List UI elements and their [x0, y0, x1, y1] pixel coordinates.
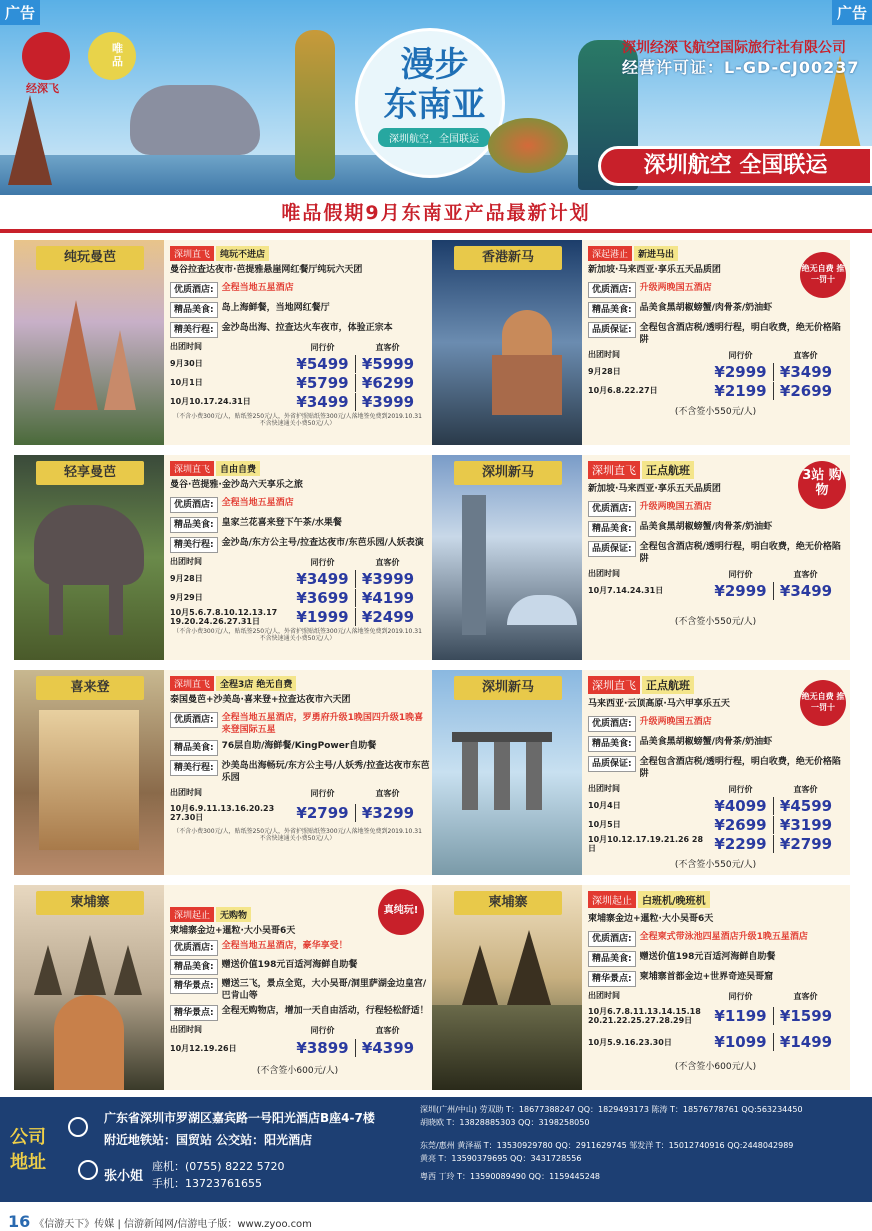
price-note: （不含小费300元/人，贴纸签250元/人，外省护照贴纸签300元/人落地签免费到2019.10.31 不含快速通关小费50元/人） — [173, 828, 422, 842]
directory-line: 东莞/惠州 黄泽福 T：13530929780 QQ：2911629745 邹发洋 T：15012740916 QQ:2448042989 — [420, 1141, 794, 1150]
price-note: (不含签小600元/人) — [256, 1066, 339, 1076]
product-photo-tag: 喜来登 — [36, 676, 144, 700]
jsf-logo — [22, 32, 70, 80]
contact-footer — [0, 1097, 872, 1202]
pure-tour-badge: 真纯玩! — [378, 889, 424, 935]
price-note: (不含签小550元/人) — [674, 860, 757, 870]
product-card-7[interactable]: 柬埔寨 深圳起止 无购物 柬埔寨金边+暹粒·大小吴哥6天 优质酒店: 全程当地五星酒店，豪华享受！ 精品美食: 赠送价值198元百适河海鲜自助餐 精华景点: 赠送三飞，景点全览，大小吴哥/洞里萨湖金边皇宫/巴肯山等 精华景点: 全程无购物店，增加一天自由活动，行程轻松舒适！ 出团时间 同行价 直客价 10月12.19.26日 ¥3899 ¥4399 (不含签小600元/人) 真纯玩! — [14, 885, 432, 1090]
header-subtitle: 深圳航空，全国联运 — [378, 128, 490, 147]
feature-tag: 无购物 — [216, 907, 251, 922]
departure-tag: 深圳直飞 — [170, 246, 214, 261]
product-card-3[interactable]: 轻享曼芭 深圳直飞 自由自费 曼谷·芭提雅·金沙岛六天享乐之旅 优质酒店: 全程当地五星酒店 精品美食: 皇家兰花喜来登下午茶/水果餐 精美行程: 金沙岛/东方公主号/拉查达夜市/东芭乐园/人妖表演 出团时间 同行价 直客价 9月28日 ¥3499 ¥3999 9月29日 ¥3699 ¥4199 10月5.6.7.8.10.12.13.17 19.20.24.26.27.31日 ¥1999 ¥2499 （不含小费300元/人，贴纸签250元/人，外省护照贴纸签300元/人落地签免费到2019.10.31 不含快速通关小费50元/人） — [14, 455, 432, 660]
page-footer — [8, 1212, 312, 1231]
product-title: 马来西亚·云顶高原·马六甲享乐五天 — [588, 699, 730, 709]
company-name: 深圳经深飞航空国际旅行社有限公司 — [622, 40, 846, 56]
price-row: 9月28日 ¥2999 ¥3499 — [588, 362, 843, 381]
price-note: (不含签小550元/人) — [674, 617, 757, 627]
price-row: 10月6.8.22.27日 ¥2199 ¥2699 — [588, 381, 843, 400]
departure-tag: 深圳直飞 — [588, 461, 640, 479]
departure-tag: 深圳起止 — [588, 891, 636, 908]
departure-tag: 深圳直飞 — [170, 676, 214, 691]
departure-tag: 深圳直飞 — [588, 676, 640, 694]
contact-phones — [152, 1158, 285, 1192]
publisher-info: 《信游天下》传媒 | 信游新闻网/信游电子版：www.zyoo.com — [34, 1219, 312, 1230]
feature-tag: 纯玩不进店 — [216, 246, 269, 261]
directory-line: 胡晓欧 T：13828885303 QQ：3198258050 — [420, 1118, 590, 1127]
price-row: 10月10.12.17.19.21.26 28日 ¥2299 ¥2799 — [588, 834, 843, 853]
product-photo — [432, 240, 582, 445]
price-table: 出团时间 同行价 直客价 9月28日 ¥3499 ¥3999 9月29日 ¥3699 ¥4199 10月5.6.7.8.10.12.13.17 19.20.24.26.27.31日 ¥1999 ¥2499 （不含小费300元/人，贴纸签250元/人，外省护照贴纸签300元/人落地签免费到2019.10.31 不含快速通关小费50元/人） — [170, 557, 425, 642]
contact-name: 张小姐 — [104, 1169, 144, 1184]
price-row: 9月28日 ¥3499 ¥3999 — [170, 569, 425, 588]
guarantee-badge: 绝无自费 推一罚十 — [800, 252, 846, 298]
feature-tag: 白班机/晚班机 — [638, 891, 710, 908]
product-title: 新加坡·马来西亚·享乐五天品质团 — [588, 484, 721, 494]
price-note: （不含小费300元/人，贴纸签250元/人，外省护照贴纸签300元/人落地签免费到2019.10.31 不含快速通关小费50元/人） — [173, 413, 422, 427]
person-icon — [78, 1160, 98, 1180]
product-photo — [14, 670, 164, 875]
price-row: 10月4日 ¥4099 ¥4599 — [588, 796, 843, 815]
feature-tag: 全程3店 绝无自费 — [216, 676, 296, 691]
temple-illustration — [8, 95, 52, 185]
product-photo — [14, 455, 164, 660]
price-table: 出团时间 同行价 直客价 9月30日 ¥5499 ¥5999 10月1日 ¥5799 ¥6299 10月10.17.24.31日 ¥3499 ¥3999 （不含小费300元/人，贴纸签250元/人，外省护照贴纸签300元/人落地签免费到2019.10.31 不含快速通关小费50元/人） — [170, 342, 425, 427]
price-row: 10月1日 ¥5799 ¥6299 — [170, 373, 425, 392]
product-card-6[interactable]: 深圳新马 深圳直飞 正点航班 马来西亚·云顶高原·马六甲享乐五天 优质酒店: 升级两晚国五酒店 精品美食: 品美食黑胡椒螃蟹/肉骨茶/奶油虾 品质保证: 全程包含酒店税/透明行程，明白收费，绝无价格陷阱 出团时间 同行价 直客价 10月4日 ¥4099 ¥4599 10月5日 ¥2699 ¥3199 10月10.12.17.19.21.26 28日 ¥2299 ¥2799 (不含签小550元/人) 绝无自费 推一罚十 — [432, 670, 850, 875]
product-title: 曼谷拉查达夜市·芭提雅悬崖网红餐厅纯玩六天团 — [170, 265, 363, 275]
departure-tag: 深圳直飞 — [170, 461, 214, 476]
location-pin-icon — [68, 1117, 88, 1137]
directory-line: 深圳(广州/中山) 劳双助 T：18677388247 QQ：1829493173 陈涛 T：18576778761 QQ:563234450 — [420, 1105, 803, 1114]
price-table: 出团时间 同行价 直客价 10月6.7.8.11.13.14.15.18 20.21.22.25.27.28.29日 ¥1199 ¥1599 10月5.9.16.23.30日 ¥1099 ¥1499 (不含签小600元/人) — [588, 991, 843, 1072]
feature-tag: 新进马出 — [634, 246, 678, 261]
product-card-4[interactable]: 深圳新马 深圳直飞 正点航班 新加坡·马来西亚·享乐五天品质团 优质酒店: 升级两晚国五酒店 精品美食: 品美食黑胡椒螃蟹/肉骨茶/奶油虾 品质保证: 全程包含酒店税/透明行程，明白收费，绝无价格陷阱 出团时间 同行价 直客价 10月7.14.24.31日 ¥2999 ¥3499 (不含签小550元/人) 3站 购物 — [432, 455, 850, 660]
price-table: 出团时间 同行价 直客价 10月6.9.11.13.16.20.23 27.30日 ¥2799 ¥3299 （不含小费300元/人，贴纸签250元/人，外省护照贴纸签300元/人落地签免费到2019.10.31 不含快速通关小费50元/人） — [170, 788, 425, 842]
product-photo — [14, 240, 164, 445]
footer-label: 公司地址 — [10, 1127, 46, 1173]
product-card-2[interactable]: 香港新马 深起港止 新进马出 新加坡·马来西亚·享乐五天品质团 优质酒店: 升级两晚国五酒店 精品美食: 品美食黑胡椒螃蟹/肉骨茶/奶油虾 品质保证: 全程包含酒店税/透明行程，明白收费，绝无价格陷阱 出团时间 同行价 直客价 9月28日 ¥2999 ¥3499 10月6.8.22.27日 ¥2199 ¥2699 (不含签小550元/人) 绝无自费 推一罚十 — [432, 240, 850, 445]
elephant-illustration — [130, 85, 260, 155]
weipin-logo-text: 唯品 — [112, 42, 123, 68]
price-table: 出团时间 同行价 直客价 10月12.19.26日 ¥3899 ¥4399 (不含签小600元/人) — [170, 1025, 425, 1076]
price-note: (不含签小600元/人) — [674, 1062, 757, 1072]
product-photo — [14, 885, 164, 1090]
product-photo-tag: 深圳新马 — [454, 676, 562, 700]
departure-tag: 深圳起止 — [170, 907, 214, 922]
product-title: 新加坡·马来西亚·享乐五天品质团 — [588, 265, 721, 275]
price-row: 10月6.9.11.13.16.20.23 27.30日 ¥2799 ¥3299 — [170, 800, 425, 826]
dancer-illustration — [295, 30, 335, 180]
product-title: 曼谷·芭提雅·金沙岛六天享乐之旅 — [170, 480, 303, 490]
price-table: 出团时间 同行价 直客价 10月7.14.24.31日 ¥2999 ¥3499 (不含签小550元/人) — [588, 569, 843, 627]
license-number: 经营许可证：L-GD-CJ00237 — [622, 58, 860, 77]
price-row: 9月30日 ¥5499 ¥5999 — [170, 354, 425, 373]
price-row: 10月10.17.24.31日 ¥3499 ¥3999 — [170, 392, 425, 411]
product-photo — [432, 455, 582, 660]
price-row: 9月29日 ¥3699 ¥4199 — [170, 588, 425, 607]
departure-tag: 深起港止 — [588, 246, 632, 261]
price-row: 10月7.14.24.31日 ¥2999 ¥3499 — [588, 581, 843, 600]
header-title: 漫步 东南亚 — [383, 45, 486, 125]
price-row: 10月12.19.26日 ¥3899 ¥4399 — [170, 1037, 425, 1059]
product-title: 泰国曼芭+沙美岛·喜来登+拉查达夜市六天团 — [170, 695, 351, 705]
feature-tag: 正点航班 — [642, 676, 694, 694]
header-banner — [0, 0, 872, 195]
title-divider — [0, 229, 872, 233]
landline: 座机：(0755) 8222 5720 — [152, 1160, 285, 1173]
product-photo-tag: 香港新马 — [454, 246, 562, 270]
product-photo-tag: 轻享曼芭 — [36, 461, 144, 485]
ad-label-left: 广告 — [0, 0, 40, 25]
product-card-5[interactable]: 喜来登 深圳直飞 全程3店 绝无自费 泰国曼芭+沙美岛·喜来登+拉查达夜市六天团 优质酒店: 全程当地五星酒店，罗勇府升级1晚国四升级1晚喜来登国际五星 精品美食: 76层自助/海鲜餐/KingPower自助餐 精美行程: 沙美岛出海畅玩/东方公主号/人妖秀/拉查达夜市东芭乐园 出团时间 同行价 直客价 10月6.9.11.13.16.20.23 27.30日 ¥2799 ¥3299 （不含小费300元/人，贴纸签250元/人，外省护照贴纸签300元/人落地签免费到2019.10.31 不含快速通关小费50元/人） — [14, 670, 432, 875]
shopping-badge: 3站 购物 — [798, 461, 846, 509]
directory-line: 粤西 丁玲 T：13590089490 QQ：1159445248 — [420, 1172, 600, 1181]
price-table: 出团时间 同行价 直客价 9月28日 ¥2999 ¥3499 10月6.8.22.27日 ¥2199 ¥2699 (不含签小550元/人) — [588, 350, 843, 417]
product-title: 柬埔寨金边+暹粒·大小吴哥6天 — [170, 926, 296, 936]
product-card-8[interactable]: 柬埔寨 深圳起止 白班机/晚班机 柬埔寨金边+暹粒·大小吴哥6天 优质酒店: 全程柬式带泳池四星酒店升级1晚五星酒店 精品美食: 赠送价值198元百适河海鲜自助餐 精华景点: 柬埔寨首都金边+世界奇迹吴哥窟 出团时间 同行价 直客价 10月6.7.8.11.13.14.15.18 20.21.22.25.27.28.29日 ¥1199 ¥1599 10月5.9.16.23.30日 ¥1099 ¥1499 (不含签小600元/人) — [432, 885, 850, 1090]
price-row: 10月5.6.7.8.10.12.13.17 19.20.24.26.27.31日 ¥1999 ¥2499 — [170, 607, 425, 626]
product-photo — [432, 670, 582, 875]
price-row: 10月5.9.16.23.30日 ¥1099 ¥1499 — [588, 1029, 843, 1055]
nearby-transit: 附近地铁站：国贸站 公交站：阳光酒店 — [104, 1133, 313, 1147]
main-title: 唯品假期9月东南亚产品最新计划 — [281, 202, 591, 224]
price-note: (不含签小550元/人) — [674, 407, 757, 417]
page-number: 16 — [8, 1212, 31, 1231]
product-photo-tag: 柬埔寨 — [36, 891, 144, 915]
price-row: 10月5日 ¥2699 ¥3199 — [588, 815, 843, 834]
price-table: 出团时间 同行价 直客价 10月4日 ¥4099 ¥4599 10月5日 ¥2699 ¥3199 10月10.12.17.19.21.26 28日 ¥2299 ¥2799 (不含签小550元/人) — [588, 784, 843, 870]
product-photo-tag: 深圳新马 — [454, 461, 562, 485]
product-photo-tag: 纯玩曼芭 — [36, 246, 144, 270]
price-row: 10月6.7.8.11.13.14.15.18 20.21.22.25.27.28.29日 ¥1199 ¥1599 — [588, 1003, 843, 1029]
directory-line: 黄亮 T：13590379695 QQ：3431728556 — [420, 1154, 582, 1163]
jsf-logo-text: 经深飞 — [26, 82, 59, 95]
guarantee-badge: 绝无自费 推一罚十 — [800, 680, 846, 726]
product-photo-tag: 柬埔寨 — [454, 891, 562, 915]
product-title: 柬埔寨金边+暹粒·大小吴哥6天 — [588, 914, 714, 924]
ad-label-right: 广告 — [832, 0, 872, 25]
feature-tag: 正点航班 — [642, 461, 694, 479]
product-photo — [432, 885, 582, 1090]
company-address: 广东省深圳市罗湖区嘉宾路一号阳光酒店B座4-7楼 — [104, 1111, 375, 1125]
mobile: 手机：13723761655 — [152, 1177, 262, 1190]
price-note: （不含小费300元/人，贴纸签250元/人，外省护照贴纸签300元/人落地签免费到2019.10.31 不含快速通关小费50元/人） — [173, 628, 422, 642]
airline-banner: 深圳航空 全国联运 — [598, 146, 872, 186]
product-card-1[interactable]: 纯玩曼芭 深圳直飞 纯玩不进店 曼谷拉查达夜市·芭提雅悬崖网红餐厅纯玩六天团 优质酒店: 全程当地五星酒店 精品美食: 岛上海鲜餐，当地网红餐厅 精美行程: 金沙岛出海、拉查达火车夜市，体验正宗本 出团时间 同行价 直客价 9月30日 ¥5499 ¥5999 10月1日 ¥5799 ¥6299 10月10.17.24.31日 ¥3499 ¥3999 （不含小费300元/人，贴纸签250元/人，外省护照贴纸签300元/人落地签免费到2019.10.31 不含快速通关小费50元/人） — [14, 240, 432, 445]
feature-tag: 自由自费 — [216, 461, 260, 476]
food-illustration — [488, 118, 568, 173]
